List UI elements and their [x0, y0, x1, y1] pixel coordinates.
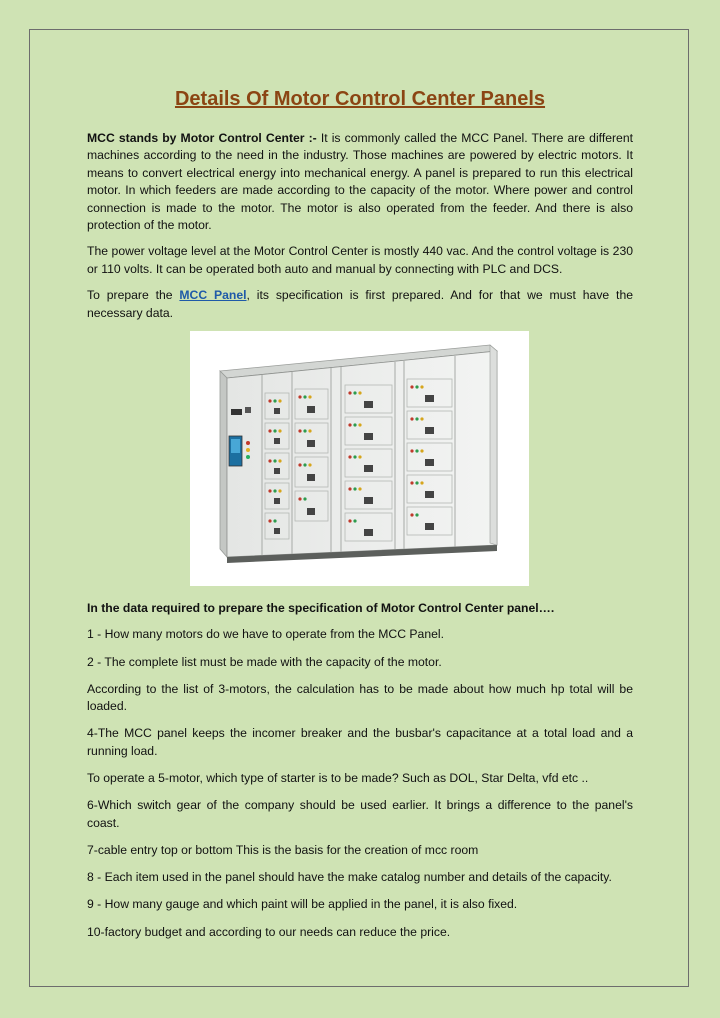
voltage-paragraph: The power voltage level at the Motor Control Center is mostly 440 vac. And the control voltage is 230 or 110 volts. It can be operated both auto and manual by connecting with PLC and DCS. [87, 244, 633, 276]
list-item: According to the list of 3-motors, the calculation has to be made about how much hp total will be loaded. [87, 681, 633, 714]
list-item: 8 - Each item used in the panel should have the make catalog number and details of the capacity. [87, 870, 612, 885]
prepare-after: , its specification is first prepared. And for that we must have the necessary data. [87, 288, 633, 320]
list-item: 4-The MCC panel keeps the incomer breaker and the busbar's capacitance at a total load and a running load. [87, 726, 633, 758]
page-title: Details Of Motor Control Center Panels [174, 88, 546, 110]
list-item: To operate a 5-motor, which type of starter is to be made? Such as DOL, Star Delta, vfd etc .. [87, 771, 589, 786]
intro-text: It is commonly called the MCC Panel. There are different machines according to the need in the industry. Those machines are powered by electric motors. It means to convert electrical energy into mechanical energy. A panel is prepared to run this electrical motor. In which feeders are made according to the capacity of the motor. Where power and control connection is made to the motor. The motor is also operated from the feeder. And there is also protection of the motor. [87, 131, 633, 233]
list-item: 1 - How many motors do we have to operate from the MCC Panel. [87, 627, 444, 642]
list-item: 6-Which switch gear of the company should be used earlier. It brings a difference to the panel's coast. [87, 798, 633, 830]
list-item: 10-factory budget and according to our needs can reduce the price. [87, 924, 451, 939]
list-item: 7-cable entry top or bottom This is the basis for the creation of mcc room [87, 842, 479, 857]
mcc-panel-image [190, 331, 529, 586]
list-item: 9 - How many gauge and which paint will be applied in the panel, it is also fixed. [87, 897, 518, 912]
document-body [87, 86, 633, 951]
prepare-paragraph [87, 287, 633, 322]
intro-paragraph [87, 130, 633, 234]
data-heading: In the data required to prepare the specification of Motor Control Center panel…. [87, 601, 555, 616]
mcc-panel-link[interactable]: MCC Panel [179, 288, 247, 303]
list-item: 2 - The complete list must be made with the capacity of the motor. [87, 654, 442, 669]
intro-lead: MCC stands by Motor Control Center :- [87, 131, 317, 145]
prepare-before: To prepare the [87, 288, 180, 303]
requirements-list [87, 626, 633, 940]
